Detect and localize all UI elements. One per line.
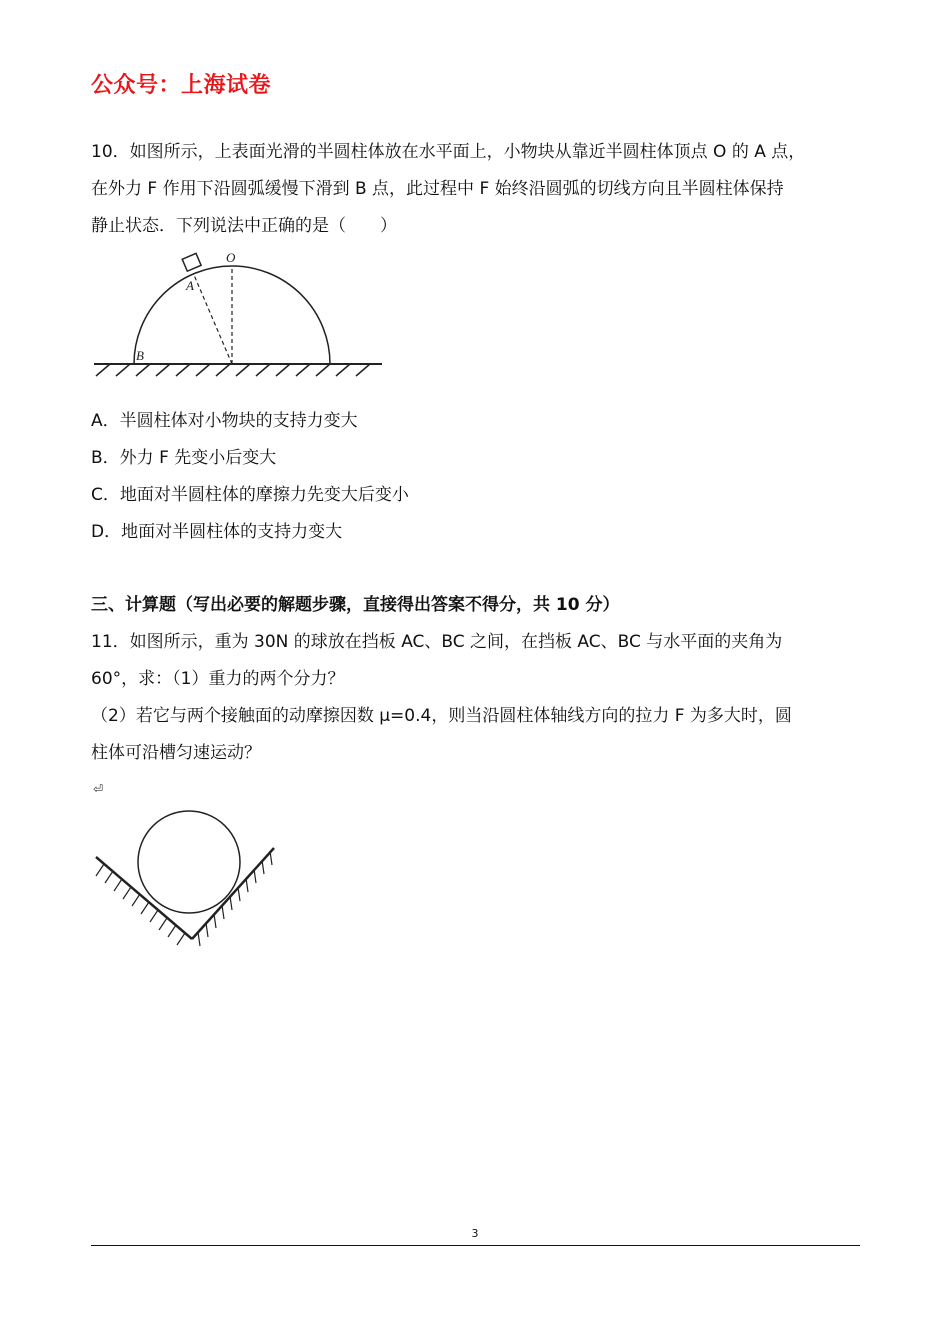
label-o: O [226,250,236,265]
q11-text-line-1: 11．如图所示，重为 30N 的球放在挡板 AC、BC 之间，在挡板 AC、BC 与水平面的夹角为 [91,632,783,652]
page-header-title: 公众号：上海试卷 [91,73,272,98]
q10-semicylinder-figure [90,245,390,380]
label-b: B [136,348,144,363]
right-hatching [198,851,272,946]
q10-option-d: D．地面对半圆柱体的支持力变大 [91,522,343,542]
label-a: A [186,278,194,293]
small-block [182,253,201,271]
footer-rule [91,1245,860,1246]
page-number: 3 [471,1227,479,1240]
left-board [96,857,192,939]
section-3-heading: 三、计算题（写出必要的解题步骤，直接得出答案不得分，共 10 分） [91,595,620,615]
ball [138,811,240,913]
ground-hatching [96,364,370,376]
q10-option-c: C．地面对半圆柱体的摩擦力先变大后变小 [91,485,409,505]
q11-text-line-3: （2）若它与两个接触面的动摩擦因数 μ=0.4，则当沿圆柱体轴线方向的拉力 F 为多大时，圆 [91,706,792,726]
q10-text-line-1: 10．如图所示，上表面光滑的半圆柱体放在水平面上，小物块从靠近半圆柱体顶点 O 的 A 点， [91,142,806,162]
q10-text-line-3: 静止状态．下列说法中正确的是（ ） [91,216,397,236]
q11-text-line-2: 60°，求：（1）重力的两个分力？ [91,669,345,689]
q10-option-a: A．半圆柱体对小物块的支持力变大 [91,411,358,431]
q10-text-line-2: 在外力 F 作用下沿圆弧缓慢下滑到 B 点，此过程中 F 始终沿圆弧的切线方向且半圆柱体保持 [91,179,784,199]
q11-vgroove-figure [90,810,290,955]
q11-text-line-4: 柱体可沿槽匀速运动？ [91,743,261,763]
paragraph-mark: ⏎ [93,782,104,796]
q10-option-b: B．外力 F 先变小后变大 [91,448,277,468]
